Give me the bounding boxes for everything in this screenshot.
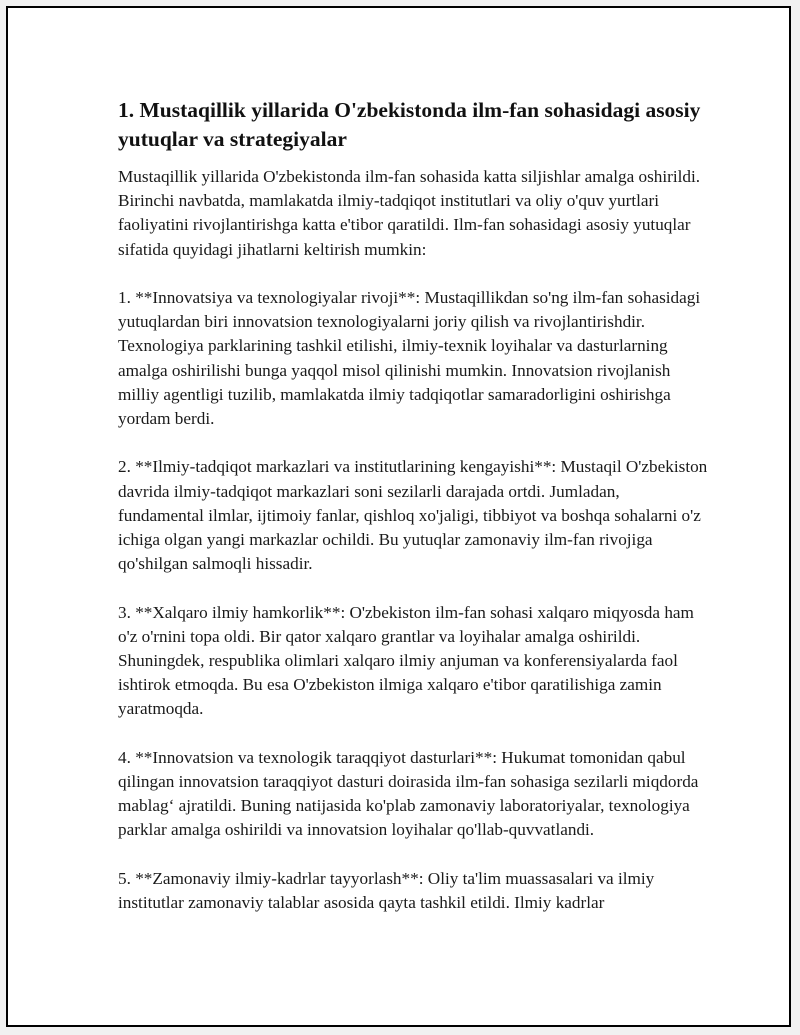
list-item-international-cooperation: 3. **Xalqaro ilmiy hamkorlik**: O'zbekiston ilm-fan sohasi xalqaro miqyosda ham o'z o'rnini topa oldi. Bir qator xalqaro grantlar va loyihalar amalga oshirildi. Shuningdek, respublika olimlari xalqaro ilmiy anjuman va konferensiyalarda faol ishtirok etmoqda. Bu esa O'zbekiston ilmiga xalqaro e'tibor qaratilishiga zamin yaratmoqda. xyxy=(118,602,699,719)
list-item-personnel-training: 5. **Zamonaviy ilmiy-kadrlar tayyorlash**: Oliy ta'lim muassasalari va ilmiy institutlar zamonaviy talablar asosida qayta tashkil etildi. Ilmiy kadrlar xyxy=(118,868,659,913)
document-content xyxy=(118,96,712,939)
list-item-research-centers: 2. **Ilmiy-tadqiqot markazlari va institutlarining kengayishi**: Mustaqil O'zbekiston davrida ilmiy-tadqiqot markazlari soni sezilarli darajada ortdi. Jumladan, fundamental ilmlar, ijtimoiy fanlar, qishloq xo'jaligi, tibbiyot va boshqa sohalarni o'z ichiga olgan yangi markazlar ochildi. Bu yutuqlar zamonaviy ilm-fan rivojiga qo'shilgan salmoqli hissadir. xyxy=(118,457,712,574)
list-item-development-programs: 4. **Innovatsion va texnologik taraqqiyot dasturlari**: Hukumat tomonidan qabul qilingan innovatsion taraqqiyot dasturi doirasida ilm-fan sohasiga sezilarli miqdorda mablag‘ ajratildi. Buning natijasida ko'plab zamonaviy laboratoriyalar, texnologiya parklar amalga oshirildi va innovatsion loyihalar qo'llab-quvvatlandi. xyxy=(118,747,703,840)
intro-paragraph: Mustaqillik yillarida O'zbekistonda ilm-fan sohasida katta siljishlar amalga oshirildi. Birinchi navbatda, mamlakatda ilmiy-tadqiqot institutlari va oliy o'quv yurtlari faoliyatini rivojlantirishga katta e'tibor qaratildi. Ilm-fan sohasidagi asosiy yutuqlar sifatida quyidagi jihatlarni keltirish mumkin: xyxy=(118,167,705,259)
section-heading: 1. Mustaqillik yillarida O'zbekistonda ilm-fan sohasidagi asosiy yutuqlar va strategiyalar xyxy=(118,98,701,151)
list-item-innovation: 1. **Innovatsiya va texnologiyalar rivoji**: Mustaqillikdan so'ng ilm-fan sohasidagi yutuqlardan biri innovatsion texnologiyalarni joriy qilish va rivojlantirishdir. Texnologiya parklarining tashkil etilishi, ilmiy-texnik loyihalar va dasturlarning amalga oshirilishi bunga yaqqol misol qilinishi mumkin. Innovatsion rivojlanish milliy agentligi tuzilib, mamlakatda ilmiy tadqiqotlar samaradorligini oshirishga yordam berdi. xyxy=(118,288,705,429)
document-page xyxy=(6,6,791,1027)
